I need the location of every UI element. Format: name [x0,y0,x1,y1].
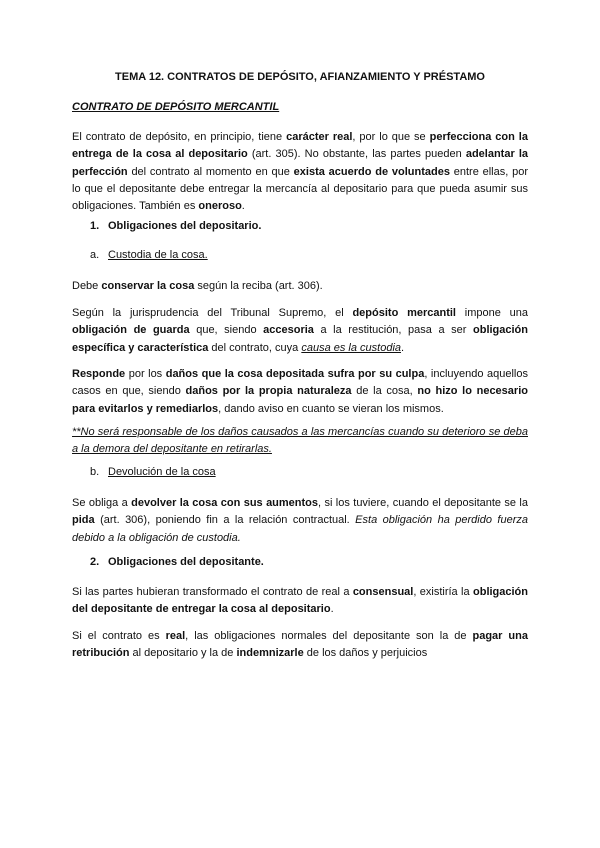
paragraph-real: Si el contrato es real, las obligaciones normales del depositante son la de pagar una retribución al depositario y la de indemnizarle de los daños y perjuicios [72,630,528,660]
paragraph-consensual: Si las partes hubieran transformado el contrato de real a consensual, existiría la obligación del depositante de entregar la cosa al depositario. [72,586,528,616]
section-title: CONTRATO DE DEPÓSITO MERCANTIL [72,101,280,113]
page-title: TEMA 12. CONTRATOS DE DEPÓSITO, AFIANZAMIENTO Y PRÉSTAMO [115,71,485,83]
paragraph-custodia: Debe conservar la cosa según la reciba (art. 306). [72,280,323,292]
paragraph-jurisprudencia: Según la jurisprudencia del Tribunal Supremo, el depósito mercantil impone una obligación de guarda que, siendo accesoria a la restitución, pasa a ser obligación específica y característica del contrato, cuya causa es la custodia. [72,307,528,354]
note-paragraph: **No será responsable de los daños causados a las mercancías cuando su deterioro se deba a la demora del depositante en retirarlas. [72,426,528,456]
heading-depositante-obligations: 2. Obligaciones del depositante. [90,556,264,568]
paragraph-responde: Responde por los daños que la cosa depositada sufra por su culpa, incluyendo aquellos casos en que, siendo daños por la propia naturaleza de la cosa, no hizo lo necesario para evitarlos y remediarlos, dando aviso en cuanto se vieran los mismos. [72,368,528,415]
heading-depositario-obligations: 1. Obligaciones del depositario. [90,220,262,232]
subheading-devolucion: b. Devolución de la cosa [90,466,216,478]
subheading-custodia: a. Custodia de la cosa. [90,249,208,261]
paragraph-devolucion: Se obliga a devolver la cosa con sus aumentos, si los tuviere, cuando el depositante se la pida (art. 306), poniendo fin a la relación contractual. Esta obligación ha perdido fuerza debido a la obligación de custodia. [72,497,528,544]
intro-paragraph: El contrato de depósito, en principio, tiene carácter real, por lo que se perfecciona con la entrega de la cosa al depositario (art. 305). No obstante, las partes pueden adelantar la perfección del contrato al momento en que exista acuerdo de voluntades entre ellas, por lo que el depositante debe entregar la mercancía al depositario para que pueda asumir sus obligaciones. También es oneroso. [72,131,529,213]
